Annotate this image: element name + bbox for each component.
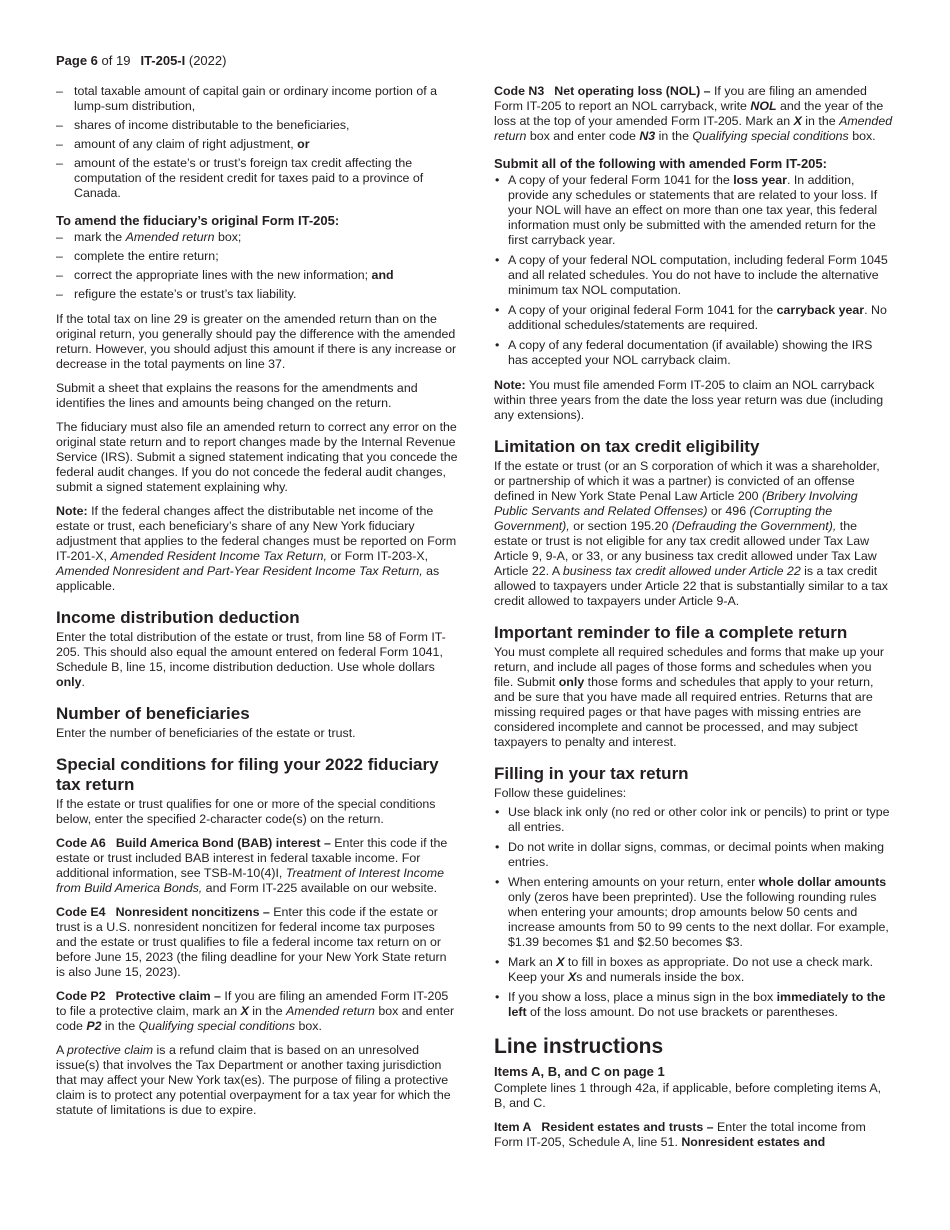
items-heading: Items A, B, and C on page 1 — [494, 1064, 665, 1079]
page-total: of 19 — [97, 53, 131, 68]
total-tax-paragraph: If the total tax on line 29 is greater on the amended return than on the original return, you generally should pay the difference with the amended return. However, you should adjust this amount if there is any increase or decrease in the total payments on line 37. — [56, 312, 457, 371]
items-paragraph: Complete lines 1 through 42a, if applicable, before completing items A, B, and C. — [494, 1081, 882, 1110]
form-number: IT-205-I — [140, 53, 186, 68]
nol-note-paragraph: Note: You must file amended Form IT-205 to claim an NOL carryback within three years from the date the loss year return was due (including any extensions). — [494, 378, 884, 422]
list-item: – amount of the estate’s or trust’s foreign tax credit affecting the computation of the resident credit for taxes paid to a province of Canada. — [56, 156, 458, 201]
special-conditions-heading: Special conditions for filing your 2022 fiduciary tax return — [56, 755, 439, 794]
list-item: • A copy of your federal NOL computation, including federal Form 1045 and all related schedules. You do not have to include the alternative minimum tax NOL computation. — [494, 253, 894, 298]
list-item: – total taxable amount of capital gain or ordinary income portion of a lump-sum distribution, — [56, 84, 458, 114]
beneficiaries-heading: Number of beneficiaries — [56, 704, 250, 723]
beneficiaries-paragraph: Enter the number of beneficiaries of the estate or trust. — [56, 726, 356, 740]
reminder-heading: Important reminder to file a complete return — [494, 623, 848, 642]
guidelines-list — [494, 805, 894, 1020]
income-distribution-heading: Income distribution deduction — [56, 608, 300, 627]
list-item: – mark the Amended return box; — [56, 230, 458, 245]
list-item: • A copy of any federal documentation (if available) showing the IRS has accepted your NOL carryback claim. — [494, 338, 894, 368]
filling-intro: Follow these guidelines: — [494, 786, 627, 800]
list-item: – correct the appropriate lines with the new information; and — [56, 268, 458, 283]
income-distribution-paragraph: Enter the total distribution of the estate or trust, from line 58 of Form IT-205. This should also equal the amount entered on federal Form 1041, Schedule B, line 15, income distribution deduction. Use whole dollars only. — [56, 630, 446, 689]
list-item: – shares of income distributable to the beneficiaries, — [56, 118, 458, 133]
list-item: • Do not write in dollar signs, commas, or decimal points when making entries. — [494, 840, 894, 870]
amend-steps-list — [56, 230, 458, 302]
code-e4-paragraph: Code E4 Nonresident noncitizens – Enter this code if the estate or trust is a U.S. nonresident noncitizen for federal income tax purposes and the estate or trust qualifies to file a federal income tax return on or before June 15, 2023 (the filing deadline for your New York State return is also June 15, 2023). — [56, 905, 447, 979]
limitation-paragraph: If the estate or trust (or an S corporation of which it was a shareholder, or partnership of which it was a partner) is convicted of an offense defined in New York State Penal Law Article 200 (Bribery Involving Public Servants and Related Offenses) or 496 (Corrupting the Government), or section 195.20 (Defrauding the Government), the estate or trust is not eligible for any tax credit allowed under Tax Law Article 9, 9-A, or 33, or any business tax credit allowed under Tax Law Article 22. A business tax credit allowed under Article 22 is a tax credit allowed to taxpayers under Article 22 that is substantially similar to a tax credit allowed to taxpayers under Article 9-A. — [494, 459, 888, 608]
list-item: • If you show a loss, place a minus sign in the box immediately to the left of the loss amount. Do not use brackets or parentheses. — [494, 990, 894, 1020]
submit-heading: Submit all of the following with amended Form IT-205: — [494, 156, 827, 171]
submit-sheet-paragraph: Submit a sheet that explains the reasons for the amendments and identifies the lines and amounts being changed on the return. — [56, 381, 418, 410]
list-item: • A copy of your original federal Form 1041 for the carryback year. No additional schedules/statements are required. — [494, 303, 894, 333]
limitation-heading: Limitation on tax credit eligibility — [494, 437, 760, 456]
list-item: • Use black ink only (no red or other color ink or pencils) to print or type all entries. — [494, 805, 894, 835]
page-number: Page 6 — [56, 53, 98, 68]
list-item: • A copy of your federal Form 1041 for the loss year. In addition, provide any schedules or statements that are related to your loss. If your NOL will have an effect on more than one tax year, this federal information must only be submitted with the amended return for the first carryback year. — [494, 173, 894, 248]
filling-heading: Filling in your tax return — [494, 764, 689, 783]
list-item: – complete the entire return; — [56, 249, 458, 264]
fiduciary-paragraph: The fiduciary must also file an amended return to correct any error on the original state return and to report changes made by the Internal Revenue Service (IRS). Submit a signed statement indicating that you concede the federal audit changes. If you do not concede the federal audit changes, submit a signed statement explaining why. — [56, 420, 458, 494]
page-header — [56, 53, 226, 69]
list-item: – amount of any claim of right adjustment, or — [56, 137, 458, 152]
code-n3-paragraph: Code N3 Net operating loss (NOL) – If you are filing an amended Form IT-205 to report an NOL carryback, write NOL and the year of the loss at the top of your amended Form IT-205. Mark an X in the Amended return box and enter code N3 in the Qualifying special conditions box. — [494, 84, 893, 143]
right-column — [494, 84, 894, 1159]
list-item: • When entering amounts on your return, enter whole dollar amounts only (zeros have been preprinted). Use the following rounding rules when entering your amounts; drop amounts below 50 cents and increase amounts from 50 to 99 cents to the next dollar. For example, $1.39 becomes $1 and $2.50 becomes $3. — [494, 875, 894, 950]
code-a6-paragraph: Code A6 Build America Bond (BAB) interest – Enter this code if the estate or trust included BAB interest in federal taxable income. For additional information, see TSB-M-10(4)I, Treatment of Interest Income from Build America Bonds, and Form IT-225 available on our website. — [56, 836, 448, 895]
code-p2-paragraph: Code P2 Protective claim – If you are filing an amended Form IT-205 to file a protective claim, mark an X in the Amended return box and enter code P2 in the Qualifying special conditions box. — [56, 989, 455, 1033]
note-paragraph: Note: If the federal changes affect the distributable net income of the estate or trust, each beneficiary’s share of any New York fiduciary adjustment that applies to the federal changes must be reported on Form IT-201-X, Amended Resident Income Tax Return, or Form IT-203-X, Amended Nonresident and Part-Year Resident Income Tax Return, as applicable. — [56, 504, 457, 593]
submit-list — [494, 173, 894, 368]
list-item: – refigure the estate’s or trust’s tax liability. — [56, 287, 458, 302]
line-instructions-heading: Line instructions — [494, 1035, 664, 1058]
amend-heading: To amend the fiduciary’s original Form IT-205: — [56, 213, 340, 228]
left-column — [56, 84, 458, 1127]
amend-contents-list — [56, 84, 458, 201]
list-item: • Mark an X to fill in boxes as appropriate. Do not use a check mark. Keep your Xs and numerals inside the box. — [494, 955, 894, 985]
special-conditions-paragraph: If the estate or trust qualifies for one or more of the special conditions below, enter the specified 2-character code(s) on the return. — [56, 797, 436, 826]
form-year: (2022) — [185, 53, 227, 68]
reminder-paragraph: You must complete all required schedules and forms that make up your return, and include all pages of those forms and schedules when you file. Submit only those forms and schedules that apply to your return, and be sure that you have made all required entries. Returns that are missing required pages or that have pages with missing entries are considered incomplete and cannot be processed, and may subject taxpayers to penalty and interest. — [494, 645, 885, 749]
protective-claim-paragraph: A protective claim is a refund claim that is based on an unresolved issue(s) that involves the Tax Department or another taxing jurisdiction that may affect your New York tax(es). The purpose of filing a protective claim is to protect any potential overpayment for a tax year for which the statute of limitations is due to expire. — [56, 1043, 451, 1117]
item-a-paragraph: Item A Resident estates and trusts – Enter the total income from Form IT-205, Schedule A, line 51. Nonresident estates and — [494, 1120, 866, 1149]
